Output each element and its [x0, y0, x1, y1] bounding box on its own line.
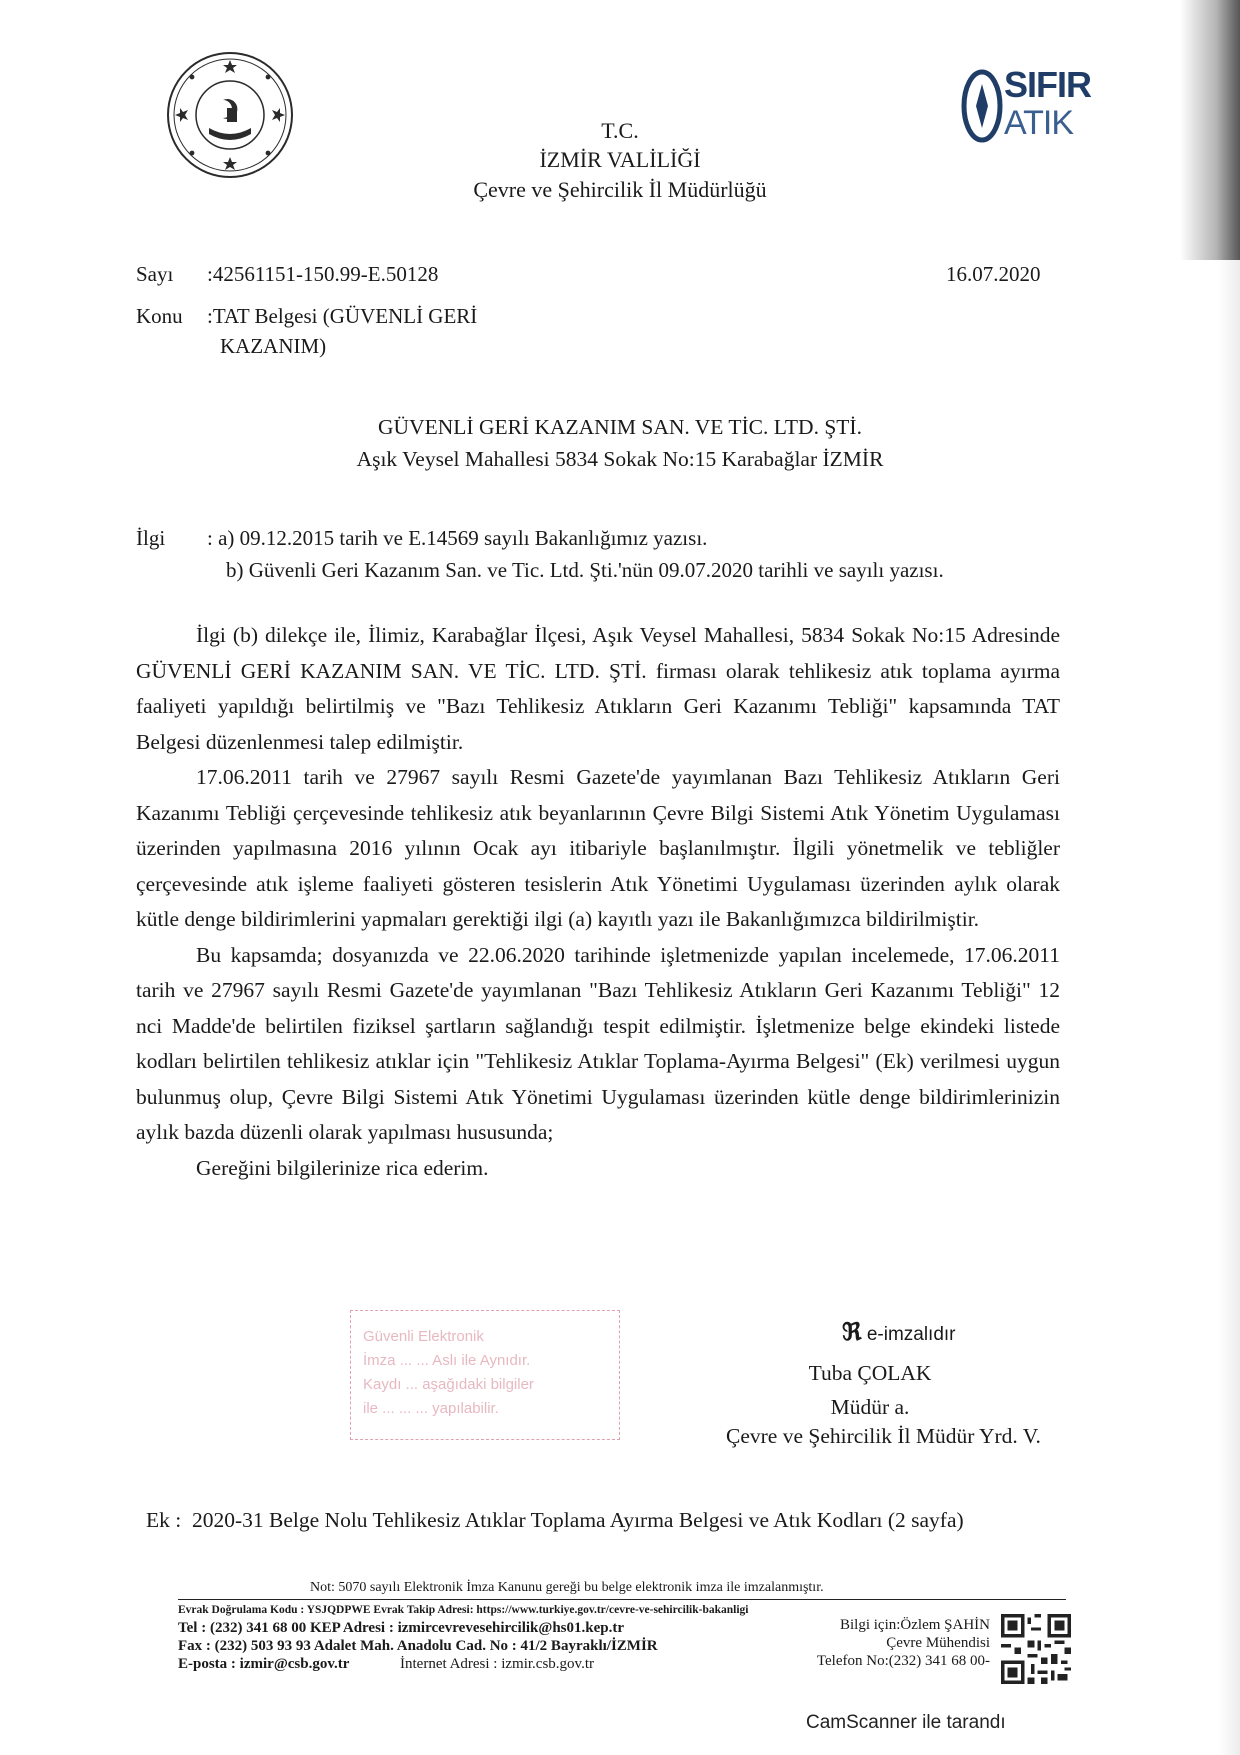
paragraph-3: Bu kapsamda; dosyanızda ve 22.06.2020 tarihinde işletmenizde yapılan incelemede, 17.06.2011 tarih ve 27967 sayılı Resmi Gazete'de yayımlanan "Bazı Tehlikesiz Atıkların Geri Kazanımı Tebliği" 12 nci Madde'de belirtilen fiziksel şartların sağlandığı tespit edilmiştir. İşletmenize belge ekindeki listede kodları belirtilen tehlikesiz atıklar için "Tehlikesiz Atıklar Toplama-Ayırma Belgesi" (Ek) verilmesi uygun bulunmuş olup, Çevre Bilgi Sistemi Atık Yönetimi Uygulaması üzerinden kütle denge bildirimlerinizin aylık bazda düzenli olarak yapılması hususunda;	[136, 942, 1060, 1144]
paragraph-1: İlgi (b) dilekçe ile, İlimiz, Karabağlar İlçesi, Aşık Veysel Mahallesi, 5834 Sokak No:15 Adresinde GÜVENLİ GERİ KAZANIM SAN. VE TİC. LTD. ŞTİ. firması olarak tehlikesiz atık toplama ayırma faaliyeti yapıldığı belirtilmiş ve "Bazı Tehlikesiz Atıkların Geri Kazanımı Tebliği" kapsamında TAT Belgesi düzenlenmesi talep edilmiştir.	[136, 623, 1060, 754]
sayi-label: Sayı	[136, 262, 174, 286]
recipient-address: Aşık Veysel Mahallesi 5834 Sokak No:15 Karabağlar İZMİR	[356, 447, 884, 471]
attachment-label: Ek :	[146, 1508, 182, 1532]
header-tc: T.C.	[601, 118, 639, 143]
footer-contact	[790, 1616, 990, 1670]
footer-note: Not: 5070 sayılı Elektronik İmza Kanunu gereği bu belge elektronik imza ile imzalanmıştır.	[310, 1580, 824, 1595]
konu-value-line2: KAZANIM)	[220, 334, 327, 358]
contact-person: Bilgi için:Özlem ŞAHİN	[840, 1617, 990, 1633]
signer-name: Tuba ÇOLAK	[808, 1361, 932, 1385]
footer-web: İnternet Adresi : izmir.csb.gov.tr	[400, 1656, 594, 1672]
header-valilik: İZMİR VALİLİĞİ	[539, 147, 701, 172]
stamp-line-3: Kaydı ... aşağıdaki bilgiler	[363, 1376, 534, 1393]
logo-text-bottom: ATIK	[1004, 104, 1074, 142]
scanner-watermark: CamScanner ile tarandı	[806, 1712, 1006, 1733]
qr-code-icon	[1000, 1614, 1072, 1684]
sayi-value: :42561151-150.99-E.50128	[207, 262, 439, 286]
paragraph-4: Gereğini bilgilerinize rica ederim.	[196, 1155, 489, 1180]
faded-stamp	[350, 1310, 620, 1440]
paragraph-2: 17.06.2011 tarih ve 27967 sayılı Resmi Gazete'de yayımlanan Bazı Tehlikesiz Atıkların Geri Kazanımı Tebliği çerçevesinde tehlikesiz atık beyanlarının Çevre Bilgi Sistemi Atık Yönetim Uygulaması üzerinden yapılmasına 2016 yılının Ocak ayı itibariyle başlanılmıştır. İlgili yönetmelik ve tebliğler çerçevesinde atık işleme faaliyeti gösteren tesislerin Atık Yönetimi Uygulaması üzerinden aylık olarak kütle denge bildirimlerini yapmaları gerektiği ilgi (a) kayıtlı yazı ile Bakanlığımızca bildirilmiştir.	[136, 765, 1060, 931]
stamp-line-4: ile ... ... ... yapılabilir.	[363, 1400, 499, 1417]
attachment-text: 2020-31 Belge Nolu Tehlikesiz Atıklar Toplama Ayırma Belgesi ve Atık Kodları (2 sayfa)	[192, 1508, 964, 1532]
recipient-name: GÜVENLİ GERİ KAZANIM SAN. VE TİC. LTD. ŞTİ.	[378, 415, 862, 439]
e-signature-label: e-imzalıdır	[866, 1324, 956, 1345]
e-signature-mark	[842, 1318, 956, 1347]
contact-role: Çevre Mühendisi	[886, 1635, 990, 1651]
header-mudurluk: Çevre ve Şehircilik İl Müdürlüğü	[473, 177, 767, 202]
footer-fax: Fax : (232) 503 93 93 Adalet Mah. Anadolu Cad. No : 41/2 Bayraklı/İZMİR	[178, 1638, 658, 1654]
footer-divider	[178, 1599, 1066, 1600]
stamp-line-2: İmza ... ... Aslı ile Aynıdır.	[363, 1352, 531, 1369]
signer-title-2: Çevre ve Şehircilik İl Müdür Yrd. V.	[726, 1424, 1041, 1448]
signature-block	[700, 1356, 1040, 1424]
konu-label: Konu	[136, 304, 183, 328]
footer-tel: Tel : (232) 341 68 00 KEP Adresi : izmircevrevesehircilik@hs01.kep.tr	[178, 1620, 625, 1636]
ilgi-label: İlgi	[136, 526, 166, 550]
footer-verify: Evrak Doğrulama Kodu : YSJQDPWE Evrak Takip Adresi: https://www.turkiye.gov.tr/cevre-ve-sehircilik-bakanligi	[178, 1604, 749, 1616]
signer-title-1: Müdür a.	[830, 1395, 910, 1419]
e-signature-icon: ℜ	[842, 1319, 862, 1346]
stamp-line-1: Güvenli Elektronik	[363, 1328, 484, 1345]
footer-email: E-posta : izmir@csb.gov.tr	[178, 1656, 350, 1672]
logo-text-top: SIFIR	[1004, 64, 1092, 105]
contact-phone: Telefon No:(232) 341 68 00-	[816, 1653, 990, 1669]
ilgi-b: b) Güvenli Geri Kazanım San. ve Tic. Ltd. Şti.'nün 09.07.2020 tarihli ve sayılı yazısı.	[226, 558, 944, 582]
document-date: 16.07.2020	[946, 262, 1041, 286]
body-text	[136, 618, 1060, 1186]
ilgi-a: : a) 09.12.2015 tarih ve E.14569 sayılı Bakanlığımız yazısı.	[207, 526, 708, 550]
konu-value-line1: :TAT Belgesi (GÜVENLİ GERİ	[207, 304, 478, 328]
page-edge-shadow	[1218, 0, 1240, 1755]
